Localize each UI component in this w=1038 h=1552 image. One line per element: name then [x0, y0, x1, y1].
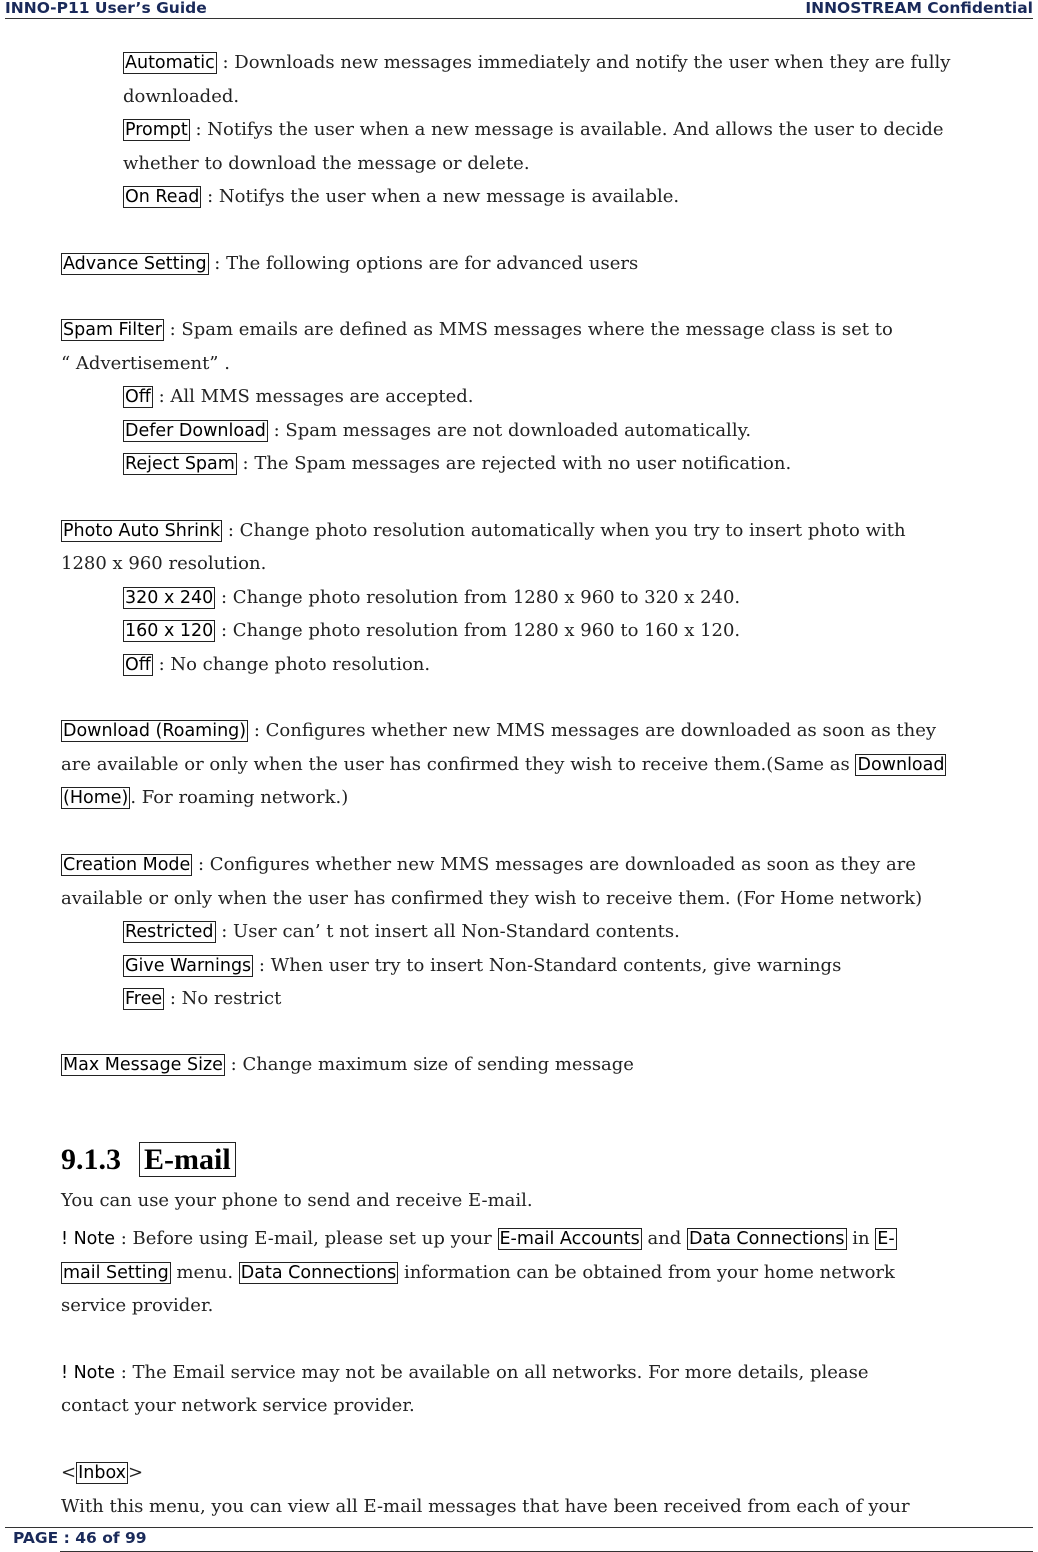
page-header	[5, 0, 1033, 19]
term-defer-download: Defer Download	[125, 421, 266, 441]
download-roaming-line-3	[61, 786, 348, 810]
term-advance-setting: Advance Setting	[63, 254, 207, 274]
ref-email-setting-1: E-	[877, 1229, 895, 1249]
term-creation-mode: Creation Mode	[63, 855, 191, 875]
download-roaming-desc: : Configures whether new MMS messages are downloaded as soon as they	[248, 720, 937, 741]
note1-label: ! Note	[61, 1229, 116, 1249]
advance-setting-line	[61, 252, 638, 276]
on-read-desc: : Notifys the user when a new message is available.	[201, 186, 680, 207]
term-on-read: On Read	[125, 187, 200, 207]
term-spam-off: Off	[125, 387, 151, 407]
photo-opt2-line	[123, 619, 740, 643]
photo-shrink-line-2: 1280 x 960 resolution.	[61, 553, 267, 574]
defer-download-desc: : Spam messages are not downloaded automatically.	[267, 420, 752, 441]
max-size-desc: : Change maximum size of sending message	[224, 1054, 634, 1075]
ref-home: (Home)	[63, 788, 129, 808]
prompt-desc: : Notifys the user when a new message is available. And allows the user to decide	[189, 119, 944, 140]
note1-line-2: mail Setting menu. Data Connections information can be obtained from your home network	[63, 1262, 895, 1283]
free-desc: : No restrict	[164, 988, 282, 1009]
ref-email-accounts: E-mail Accounts	[499, 1229, 640, 1249]
note1-line-3: service provider.	[61, 1295, 214, 1316]
email-intro: You can use your phone to send and receive E-mail.	[61, 1190, 533, 1211]
term-automatic: Automatic	[125, 53, 215, 73]
restricted-desc: : User can’ t not insert all Non-Standard contents.	[215, 921, 680, 942]
reject-spam-desc: : The Spam messages are rejected with no user notification.	[236, 453, 792, 474]
download-roaming-desc-2: are available or only when the user has confirmed they wish to receive them.(Same as	[61, 754, 856, 775]
note2-line-2: contact your network service provider.	[61, 1395, 415, 1416]
automatic-line	[123, 51, 950, 75]
spam-off-line	[123, 385, 473, 409]
spam-off-desc: : All MMS messages are accepted.	[152, 386, 474, 407]
download-roaming-line	[61, 719, 936, 743]
prompt-line	[123, 118, 944, 142]
term-160x120: 160 x 120	[125, 621, 214, 641]
photo-opt1-desc: : Change photo resolution from 1280 x 960 to 320 x 240.	[215, 587, 741, 608]
term-spam-filter: Spam Filter	[63, 320, 162, 340]
term-inbox: Inbox	[78, 1463, 126, 1483]
defer-download-line	[123, 419, 751, 443]
ref-data-connections-2: Data Connections	[240, 1263, 397, 1283]
advance-setting-desc: : The following options are for advanced users	[208, 253, 639, 274]
restricted-line	[123, 920, 680, 944]
term-free: Free	[125, 989, 163, 1009]
term-reject-spam: Reject Spam	[125, 454, 235, 474]
photo-shrink-desc: : Change photo resolution automatically when you try to insert photo with	[222, 520, 906, 541]
section-heading	[61, 1143, 236, 1177]
term-photo-off: Off	[125, 655, 151, 675]
term-max-size: Max Message Size	[63, 1055, 223, 1075]
ref-data-connections: Data Connections	[689, 1229, 845, 1249]
reject-spam-line	[123, 452, 791, 476]
free-line	[123, 987, 281, 1011]
page-number: PAGE : 46 of 99	[13, 1529, 147, 1547]
max-size-line	[61, 1053, 634, 1077]
term-320x240: 320 x 240	[125, 588, 214, 608]
creation-mode-line	[61, 853, 916, 877]
note2-line: ! Note : The Email service may not be available on all networks. For more details, please	[61, 1362, 869, 1383]
section-number: 9.1.3	[61, 1143, 121, 1176]
prompt-line-2: whether to download the message or delete.	[123, 153, 530, 174]
page-footer	[5, 1527, 1033, 1552]
term-prompt: Prompt	[125, 120, 188, 140]
photo-shrink-line	[61, 519, 906, 543]
note1-line: ! Note : Before using E-mail, please set up your E-mail Accounts and Data Connections in E-	[61, 1228, 895, 1249]
header-doc-title: INNO-P11 User’s Guide	[5, 0, 207, 17]
term-download-roaming: Download (Roaming)	[63, 721, 247, 741]
creation-mode-line-2: available or only when the user has confirmed they wish to receive them. (For Home network)	[61, 888, 923, 909]
inbox-desc: With this menu, you can view all E-mail messages that have been received from each of your	[61, 1496, 910, 1517]
header-confidential: INNOSTREAM Confidential	[805, 0, 1033, 17]
give-warnings-desc: : When user try to insert Non-Standard contents, give warnings	[253, 955, 842, 976]
photo-opt1-line	[123, 586, 740, 610]
section-title: E-mail	[139, 1142, 236, 1177]
creation-mode-desc: : Configures whether new MMS messages are downloaded as soon as they are	[192, 854, 916, 875]
spam-filter-line	[61, 318, 893, 342]
on-read-line	[123, 185, 679, 209]
term-photo-shrink: Photo Auto Shrink	[63, 521, 221, 541]
spam-filter-line-2: “ Advertisement” .	[61, 353, 230, 374]
photo-opt2-desc: : Change photo resolution from 1280 x 960 to 160 x 120.	[215, 620, 741, 641]
ref-email-setting-2: mail Setting	[63, 1263, 169, 1283]
spam-filter-desc: : Spam emails are defined as MMS messages where the message class is set to	[163, 319, 893, 340]
automatic-desc: : Downloads new messages immediately and notify the user when they are fully	[216, 52, 951, 73]
automatic-line-2: downloaded.	[123, 86, 240, 107]
download-roaming-desc-3: . For roaming network.)	[130, 787, 349, 808]
ref-download: Download	[857, 755, 945, 775]
note2-label: ! Note	[61, 1363, 116, 1383]
term-restricted: Restricted	[125, 922, 214, 942]
photo-opt3-line	[123, 653, 430, 677]
photo-opt3-desc: : No change photo resolution.	[152, 654, 431, 675]
inbox-heading: < Inbox >	[61, 1462, 144, 1483]
give-warnings-line	[123, 954, 841, 978]
term-give-warnings: Give Warnings	[125, 956, 252, 976]
download-roaming-line-2	[61, 753, 946, 777]
